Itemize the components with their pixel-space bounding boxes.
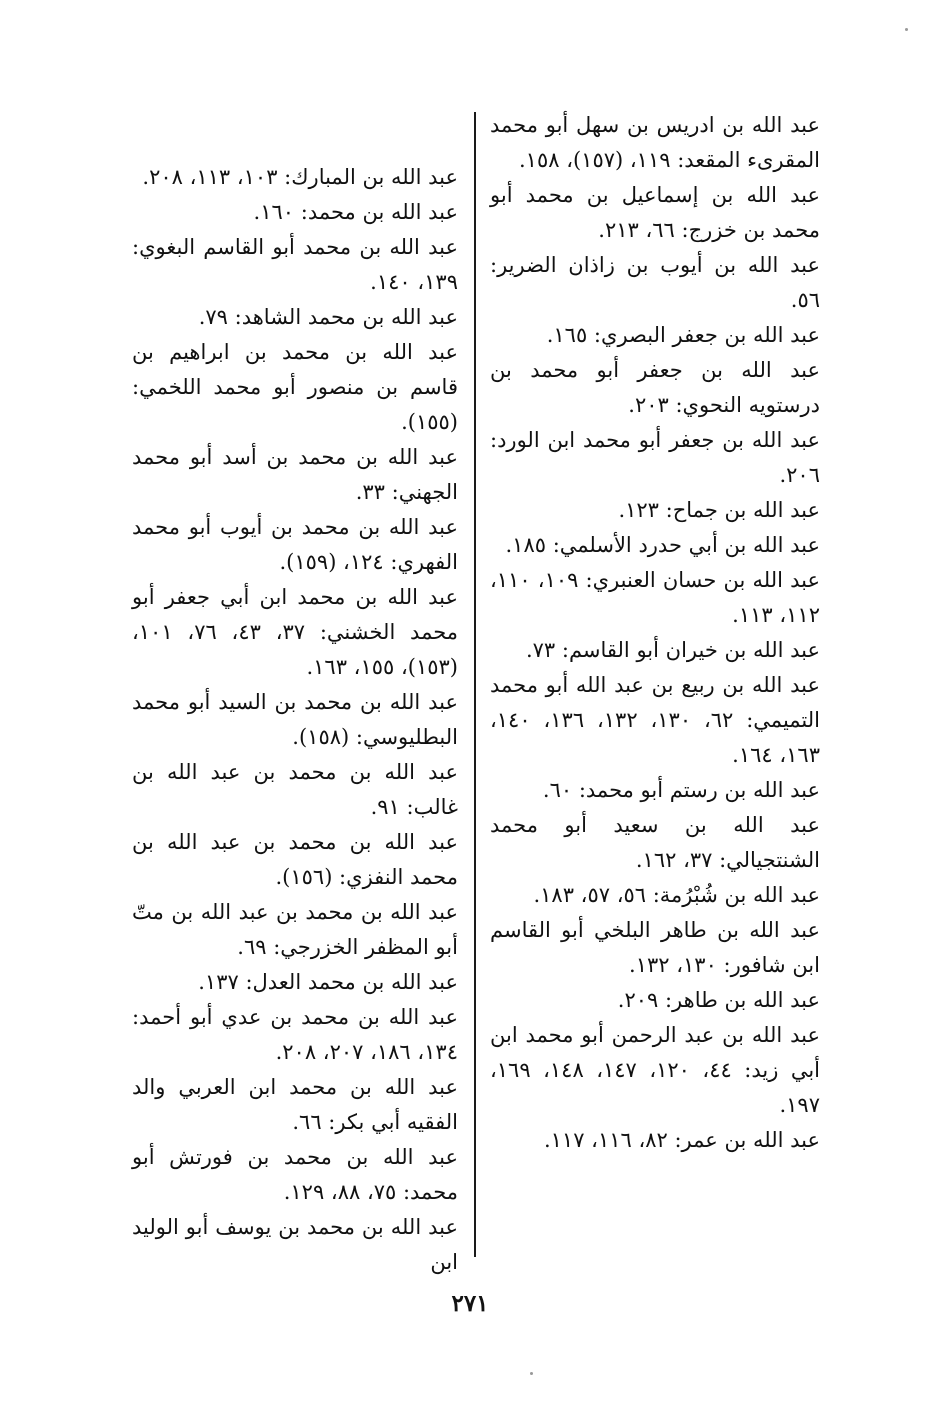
index-entry: عبد الله بن أبي حدرد الأسلمي: ١٨٥.: [505, 533, 820, 557]
scan-speck: [905, 28, 908, 31]
index-entry: عبد الله بن محمد ابن أبي جعفر أبو محمد الخشني: ٣٧، ٤٣، ٧٦، ١٠١، (١٥٣)، ١٥٥، ١٦٣.: [132, 585, 459, 679]
index-entry: عبد الله بن محمد بن السيد أبو محمد البطليوسي: (١٥٨).: [132, 690, 458, 749]
index-entry: عبد الله بن محمد العدل: ١٣٧.: [198, 970, 458, 994]
index-entry: عبد الله بن عمر: ٨٢، ١١٦، ١١٧.: [543, 1128, 820, 1152]
index-entry: عبد الله بن جعفر أبو محمد بن درستويه النحوي: ٢٠٣.: [490, 358, 820, 417]
index-entry: عبد الله بن محمد بن أيوب أبو محمد الفهري: ١٢٤، (١٥٩).: [132, 515, 458, 574]
index-entry: عبد الله بن محمد بن فورتش أبو محمد: ٧٥، ٨٨، ١٢٩.: [132, 1145, 458, 1204]
page-number: ٢٧١: [451, 1290, 489, 1317]
index-entry: عبد الله بن خيران أبو القاسم: ٧٣.: [525, 638, 820, 662]
index-entry: عبد الله بن ادريس بن سهل أبو محمد المقرىء المقعد: ١١٩، (١٥٧)، ١٥٨.: [490, 113, 820, 172]
index-entry: عبد الله بن محمد بن عبد الله بن متّ أبو المظفر الخزرجي: ٦٩.: [132, 900, 458, 959]
index-entry: عبد الله بن رستم أبو محمد: ٦٠.: [542, 778, 820, 802]
index-entry: عبد الله بن جعفر البصري: ١٦٥.: [546, 323, 820, 347]
index-entry: عبد الله بن محمد: ١٦٠.: [253, 200, 458, 224]
index-entry: عبد الله بن جعفر أبو محمد ابن الورد: ٢٠٦.: [490, 428, 820, 487]
index-entry: عبد الله بن محمد بن عبد الله بن غالب: ٩١.: [132, 760, 458, 819]
index-entry: عبد الله بن إسماعيل بن محمد أبو محمد بن خزرج: ٦٦، ٢١٣.: [490, 183, 820, 242]
index-entry: عبد الله بن محمد بن عبد الله بن محمد النفزي: (١٥٦).: [132, 830, 458, 889]
index-column-right: [490, 108, 820, 1158]
index-entry: عبد الله بن محمد بن أسد أبو محمد الجهني: ٣٣.: [132, 445, 458, 504]
index-entry: عبد الله بن سعيد أبو محمد الشنتجيالي: ٣٧، ١٦٢.: [490, 813, 820, 872]
index-entry: عبد الله بن طاهر: ٢٠٩.: [617, 988, 820, 1012]
index-entry: عبد الله بن شُبْرُمة: ٥٦، ٥٧، ١٨٣.: [533, 883, 820, 907]
index-entry: عبد الله بن طاهر البلخي أبو القاسم ابن شافور: ١٣٠، ١٣٢.: [490, 918, 820, 977]
index-entry: عبد الله بن محمد ابن العربي والد الفقيه أبي بكر: ٦٦.: [132, 1075, 458, 1134]
index-entry: عبد الله بن حسان العنبري: ١٠٩، ١١٠، ١١٢، ١١٣.: [490, 568, 821, 627]
index-entry: عبد الله بن جماح: ١٢٣.: [618, 498, 820, 522]
index-entry: عبد الله بن محمد الشاهد: ٧٩.: [198, 305, 458, 329]
index-entry: عبد الله بن أيوب بن زاذان الضرير: ٥٦.: [490, 253, 820, 312]
index-entry: عبد الله بن محمد أبو القاسم البغوي: ١٣٩، ١٤٠.: [132, 235, 458, 294]
index-entry: عبد الله بن المبارك: ١٠٣، ١١٣، ٢٠٨.: [142, 165, 458, 189]
index-entry: عبد الله بن عبد الرحمن أبو محمد ابن أبي زيد: ٤٤، ١٢٠، ١٤٧، ١٤٨، ١٦٩، ١٩٧.: [490, 1023, 821, 1117]
index-entry: عبد الله بن محمد بن يوسف أبو الوليد ابن: [132, 1215, 458, 1274]
index-entry: عبد الله بن محمد بن عدي أبو أحمد: ١٣٤، ١٨٦، ٢٠٧، ٢٠٨.: [132, 1005, 458, 1064]
index-column-left: [132, 160, 458, 1280]
index-entry: عبد الله بن ربيع بن عبد الله أبو محمد التميمي: ٦٢، ١٣٠، ١٣٢، ١٣٦، ١٤٠، ١٦٣، ١٦٤.: [490, 673, 820, 767]
scan-speck: [530, 1372, 533, 1375]
column-divider: [474, 112, 476, 1257]
index-entry: عبد الله بن محمد بن ابراهيم بن قاسم بن منصور أبو محمد اللخمي: (١٥٥).: [132, 340, 458, 434]
